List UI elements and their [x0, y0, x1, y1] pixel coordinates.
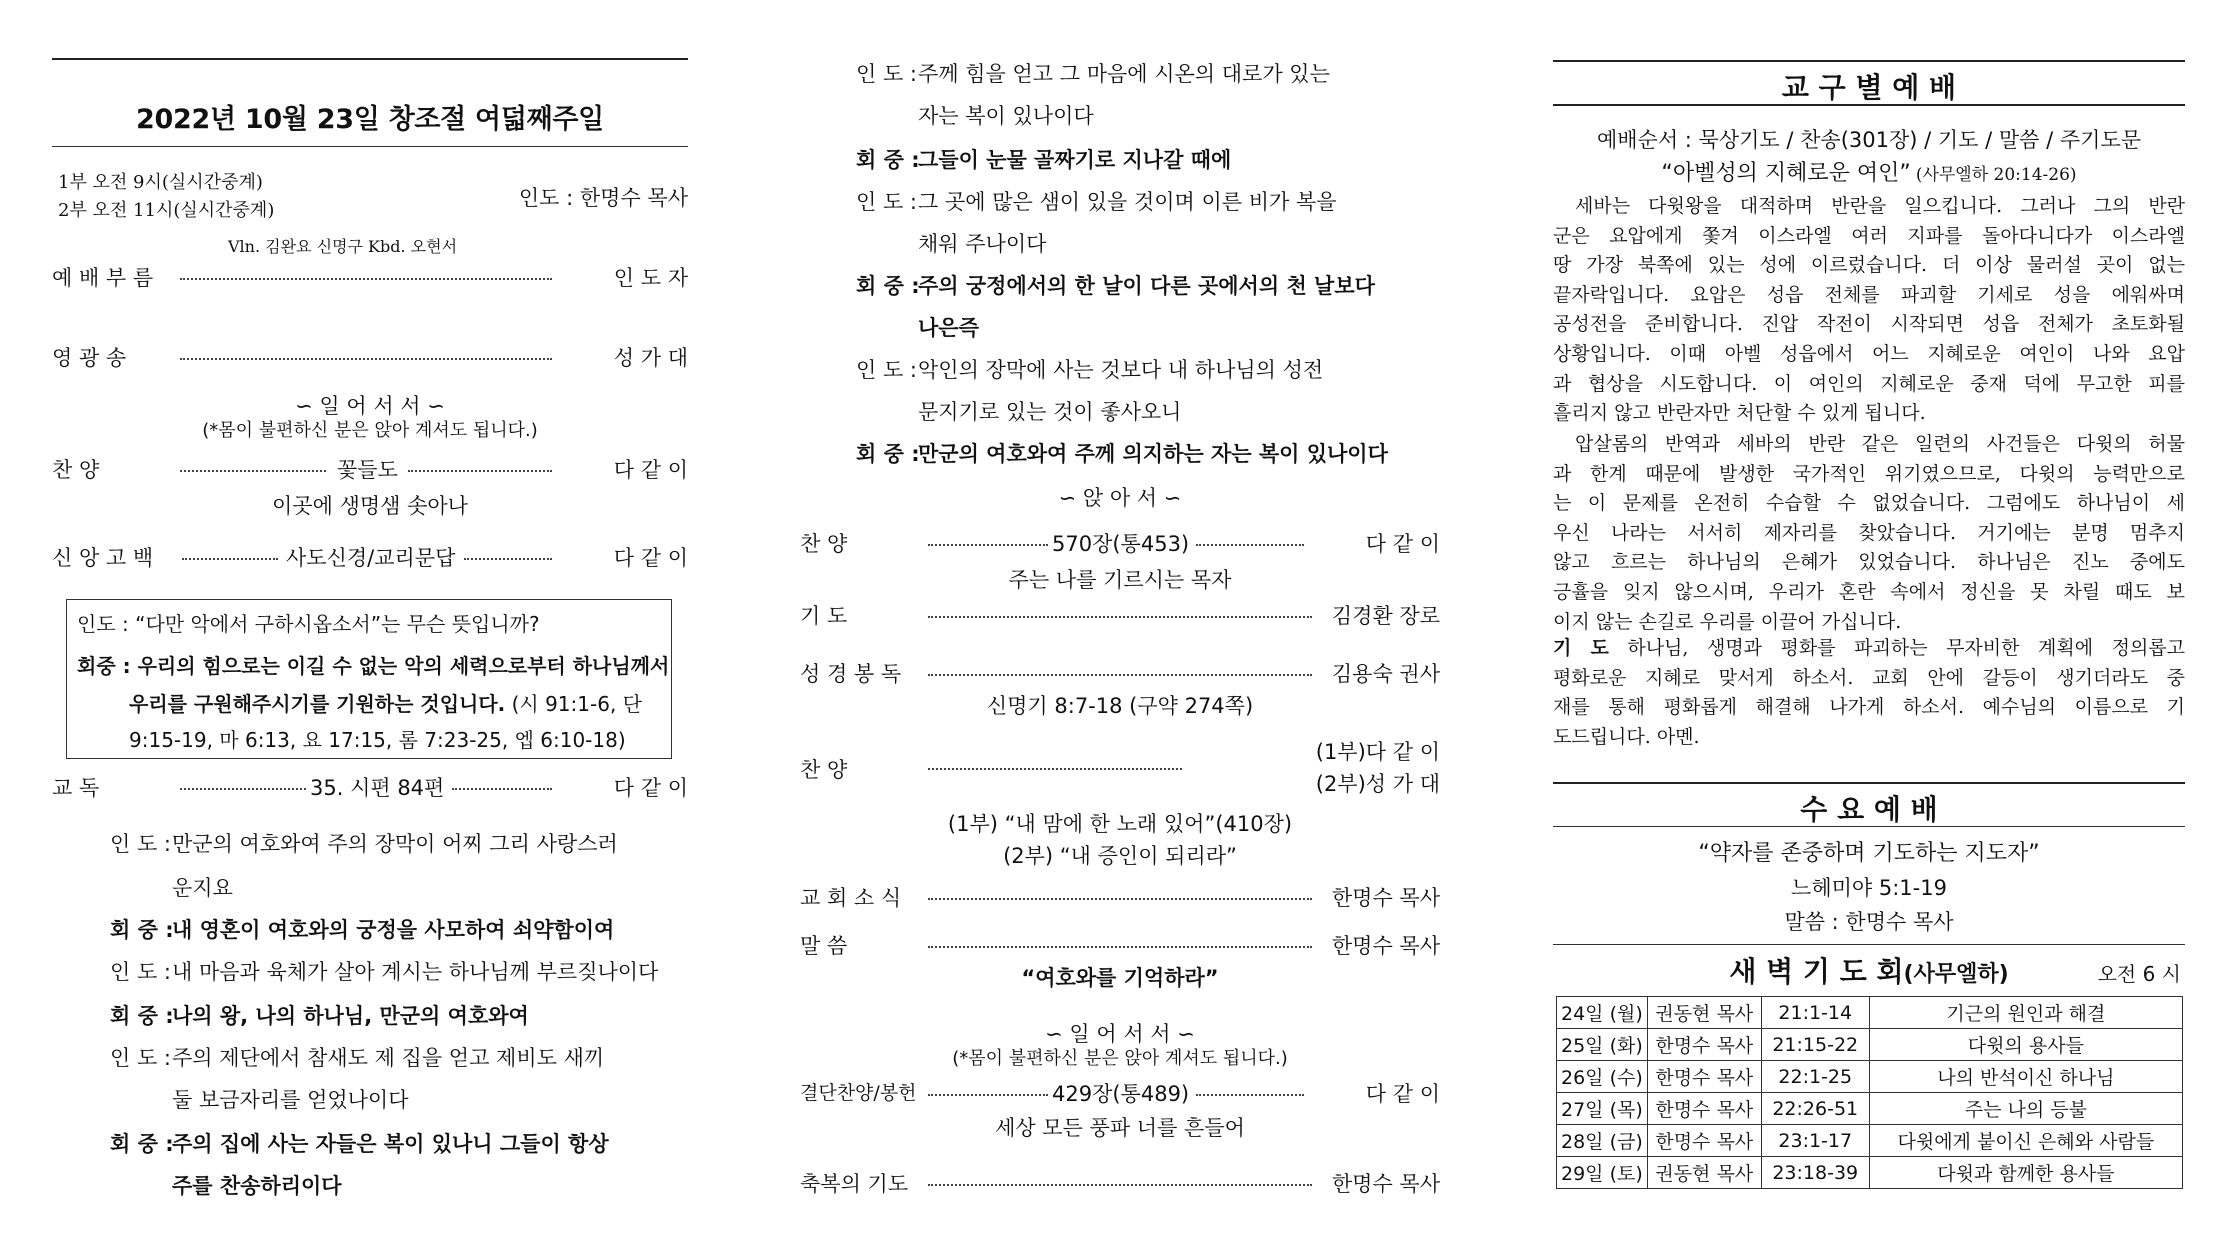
wednesday-preacher: 말씀 : 한명수 목사 [1784, 910, 1954, 934]
order-role: 다 같 이 [613, 546, 688, 570]
musicians: Vln. 김완요 신명구 Kbd. 오현서 [228, 237, 458, 256]
text-line: 평화로운 지혜로 맞서게 하소서. 교회 안에 갈등이 생기더라도 중 [1553, 666, 2185, 689]
text-line: 긍휼을 잊지 않으시며, 우리가 혼란 속에서 정신을 못 차릴 때도 보 [1553, 580, 2185, 603]
service-time-1: 1부 오전 9시(실시간중계) [58, 172, 263, 193]
responsive-text: 내 영혼이 여호와의 궁정을 사모하여 쇠약함이여 [172, 918, 615, 942]
leader-dots [928, 616, 1312, 618]
dawn-heading [1553, 950, 2185, 990]
speaker-label: 회 중 : [110, 1132, 174, 1156]
anthem-title-2: (2부) “내 증인이 되리라” [1003, 844, 1237, 868]
anthem-label: 찬 양 [800, 758, 848, 782]
leader-dots [1196, 544, 1304, 546]
responsive-text: 자는 복이 있나이다 [918, 104, 1094, 128]
catechism-answer-bold: 우리를 구원해주시기를 기원하는 것입니다. [129, 692, 506, 716]
responsive-text: 그 곳에 많은 샘이 있을 것이며 이른 비가 복을 [918, 190, 1337, 214]
leader-dots [928, 674, 1312, 676]
catechism-answer-line2 [129, 688, 642, 717]
leader-cell: 한명수 목사 [1647, 1061, 1761, 1093]
dawn-time: 오전 6 시 [2097, 962, 2181, 986]
speaker-label: 인 도 : [856, 62, 917, 86]
service-time-2: 2부 오전 11시(실시간중계) [58, 200, 275, 221]
order-role: 김용숙 권사 [1331, 662, 1440, 686]
leader-dots [180, 470, 326, 472]
hymn-number: 570장(통453) [1052, 532, 1190, 556]
topic-cell: 다윗의 용사들 [1869, 1029, 2182, 1061]
page-title: 2022년 10월 23일 창조절 여덟째주일 [136, 104, 604, 135]
responsive-text: 만군의 여호와여 주의 장막이 어찌 그리 사랑스러 [172, 832, 618, 856]
leader-dots [1196, 1094, 1304, 1096]
district-sermon-ref: (사무엘하 20:14-26) [1915, 165, 2077, 185]
responsive-line [856, 312, 979, 342]
wednesday-scripture: 느헤미야 5:1-19 [1791, 876, 1947, 900]
order-scripture-reading [800, 658, 1440, 688]
text-line: 끝자락입니다. 요압은 성읍 전체를 파괴할 기세로 성을 에워싸며 [1553, 283, 2185, 306]
passage-cell: 21:15-22 [1761, 1029, 1869, 1061]
text-line [1553, 634, 2185, 664]
anthem-title-1: (1부) “내 맘에 한 노래 있어”(410장) [947, 812, 1293, 836]
district-order: 예배순서 : 묵상기도 / 찬송(301장) / 기도 / 말씀 / 주기도문 [1596, 128, 2142, 152]
stand-up-heading: ∽ 일 어 서 서 ∽ [295, 394, 445, 418]
dawn-schedule-row [1557, 1125, 2183, 1157]
order-offering-hymn [800, 1078, 1440, 1108]
responsive-text: 채워 주나이다 [918, 232, 1047, 256]
order-role: 한명수 목사 [1331, 886, 1440, 910]
date-cell: 24일 (월) [1557, 997, 1648, 1029]
wednesday-top-rule [1553, 782, 2185, 784]
order-role: 김경환 장로 [1331, 604, 1440, 628]
leader-cell: 권동현 목사 [1647, 1157, 1761, 1189]
passage-cell: 22:26-51 [1761, 1093, 1869, 1125]
scripture-reference: 신명기 8:7-18 (구약 274쪽) [986, 694, 1254, 718]
leader-cell: 한명수 목사 [1647, 1093, 1761, 1125]
hymn-subtitle: 주는 나를 기르시는 목자 [1008, 568, 1232, 592]
district-sermon-line [1553, 156, 2185, 187]
passage-cell: 21:1-14 [1761, 997, 1869, 1029]
order-call-to-worship [52, 262, 688, 292]
order-creed [52, 542, 688, 572]
prayer-text: 하나님, 생명과 평화를 파괴하는 무자비한 계획에 정의롭고 [1627, 637, 2186, 659]
text-line: 과 한계 때문에 발생한 국가적인 위기였으므로, 다윗의 능력만으로 [1553, 462, 2185, 485]
hymn-title: 꽃들도 [337, 458, 398, 482]
wednesday-sermon-title: “약자를 존중하며 기도하는 지도자” [1698, 841, 2040, 866]
district-sermon-title: “아벨성의 지혜로운 여인” [1661, 161, 1911, 186]
responsive-text: 나의 왕, 나의 하나님, 만군의 여호와여 [172, 1004, 529, 1028]
catechism-box [66, 599, 672, 759]
responsive-line [110, 956, 658, 986]
speaker-label: 인 도 : [856, 190, 917, 214]
prayer-label: 기 도 [1553, 637, 1609, 659]
responsive-text: 주께 힘을 얻고 그 마음에 시온의 대로가 있는 [918, 62, 1330, 86]
text-line: 흘리지 않고 반란자만 처단할 수 있게 됩니다. [1553, 402, 1926, 425]
leader-cell: 한명수 목사 [1647, 1125, 1761, 1157]
title-bottom-rule [52, 146, 688, 147]
responsive-line [110, 1084, 409, 1114]
leader-cell: 한명수 목사 [1647, 1029, 1761, 1061]
order-hymn [800, 528, 1440, 558]
leader-dots [180, 278, 552, 280]
leader-dots [928, 1184, 1312, 1186]
title-top-rule [52, 58, 688, 60]
order-role: 한명수 목사 [1331, 1172, 1440, 1196]
hymn-subtitle: 세상 모든 풍파 너를 흔들어 [995, 1116, 1245, 1140]
responsive-line [856, 354, 1323, 384]
responsive-text: 악인의 장막에 사는 것보다 내 하나님의 성전 [918, 358, 1324, 382]
date-cell: 28일 (금) [1557, 1125, 1648, 1157]
leader-dots [182, 558, 278, 560]
anthem-role-2: (2부)성 가 대 [1315, 772, 1440, 796]
text-line: 재를 통해 평화롭게 해결해 나가게 하소서. 예수님의 이름으로 기 [1553, 696, 2185, 719]
topic-cell: 다윗에게 붙이신 은혜와 사람들 [1869, 1125, 2182, 1157]
dawn-schedule-table [1556, 996, 2183, 1189]
passage-cell: 22:1-25 [1761, 1061, 1869, 1093]
responsive-text: 그들이 눈물 골짜기로 지나갈 때에 [918, 148, 1232, 172]
sermon-title: “여호와를 기억하라” [1021, 966, 1219, 990]
responsive-text: 만군의 여호와여 주께 의지하는 자는 복이 있나이다 [918, 442, 1388, 466]
catechism-answer-line1: 회중 : 우리의 힘으로는 이길 수 없는 악의 세력으로부터 하나님께서 [77, 654, 670, 678]
responsive-line [110, 872, 233, 902]
responsive-line [856, 100, 1094, 130]
topic-cell: 기근의 원인과 해결 [1869, 997, 2182, 1029]
anthem-role-1: (1부)다 같 이 [1315, 740, 1440, 764]
responsive-line [856, 228, 1046, 258]
district-top-rule [1553, 60, 2185, 62]
topic-cell: 나의 반석이신 하나님 [1869, 1061, 2182, 1093]
order-label: 영 광 송 [52, 346, 127, 370]
district-worship-heading: 교 구 별 예 배 [1781, 71, 1957, 104]
responsive-line [856, 186, 1337, 216]
order-label: 결단찬양/봉헌 [800, 1082, 917, 1104]
text-line: 압살롬의 반역과 세바의 반란 같은 일련의 사건들은 다윗의 허물 [1575, 433, 2185, 455]
responsive-line [856, 270, 1375, 300]
order-doxology [52, 342, 688, 372]
reading-title: 35. 시편 84편 [310, 776, 445, 800]
order-label: 교 회 소 식 [800, 886, 902, 910]
text-line: 군은 요압에게 쫓겨 이스라엘 여러 지파를 돌아다니다가 이스라엘 [1553, 224, 2185, 247]
speaker-label: 회 중 : [110, 918, 174, 942]
responsive-line [856, 396, 1181, 426]
creed-title: 사도신경/교리문답 [286, 546, 456, 570]
responsive-line [110, 1000, 529, 1030]
leader-dots [928, 758, 1182, 770]
order-role: 인 도 자 [613, 266, 688, 290]
text-line: 않고 흐르는 하나님의 은혜가 있었습니다. 하나님은 진노 중에도 [1553, 551, 2185, 574]
district-paragraph-2 [1553, 430, 2185, 637]
dawn-title: 새 벽 기 도 회 [1729, 955, 1904, 988]
date-cell: 27일 (목) [1557, 1093, 1648, 1125]
responsive-text: 문지기로 있는 것이 좋사오니 [918, 400, 1182, 424]
text-line: 는 이 문제를 온전히 수습할 수 없었습니다. 그럼에도 하나님이 세 [1553, 492, 2185, 515]
date-cell: 26일 (수) [1557, 1061, 1648, 1093]
speaker-label: 인 도 : [110, 1046, 171, 1070]
wednesday-worship-heading: 수 요 예 배 [1800, 793, 1938, 826]
responsive-text: 운지요 [172, 876, 233, 900]
leader-dots [180, 358, 552, 360]
topic-cell: 다윗과 함께한 용사들 [1869, 1157, 2182, 1189]
order-role: 성 가 대 [613, 346, 688, 370]
text-line: 과 협상을 시도합니다. 이 여인의 지혜로운 중재 덕에 무고한 피를 [1553, 372, 2185, 395]
catechism-answer-line3: 9:15-19, 마 6:13, 요 17:15, 롬 7:23-25, 엡 6:10-18) [129, 728, 626, 752]
dawn-subtitle: (사무엘하) [1903, 962, 2009, 987]
order-role: 다 같 이 [613, 776, 688, 800]
district-prayer [1553, 634, 2185, 752]
responsive-text: 주를 찬송하리이다 [172, 1174, 342, 1198]
district-paragraph-1 [1553, 192, 2185, 429]
hymn-number: 429장(통489) [1052, 1082, 1190, 1106]
text-line: 공성전을 준비합니다. 진압 작전이 시작되면 성읍 전체가 초토화될 [1553, 313, 2185, 336]
order-responsive-reading [52, 772, 688, 802]
dawn-schedule-row [1557, 1093, 2183, 1125]
order-label: 찬 양 [52, 458, 100, 482]
order-role: 한명수 목사 [1331, 934, 1440, 958]
speaker-label: 회 중 : [856, 148, 920, 172]
order-role: 다 같 이 [1365, 1082, 1440, 1106]
responsive-line [856, 58, 1330, 88]
leader-cell: 권동현 목사 [1647, 997, 1761, 1029]
catechism-question: 인도 : “다만 악에서 구하시옵소서”는 무슨 뜻입니까? [77, 612, 540, 636]
dawn-schedule-row [1557, 1029, 2183, 1061]
text-line: 세바는 다윗왕을 대적하며 반란을 일으킵니다. 그러나 그의 반란 [1575, 195, 2185, 217]
leader-dots [928, 1094, 1048, 1096]
speaker-label: 회 중 : [110, 1004, 174, 1028]
text-line: 땅 가장 북쪽에 있는 성에 이르렀습니다. 더 이상 물러설 곳이 없는 [1553, 254, 2185, 277]
stand-up-note: (*몸이 불편하신 분은 앉아 계셔도 됩니다.) [202, 420, 538, 441]
leader-dots [452, 788, 552, 790]
leader-label: 인도 : 한명수 목사 [518, 186, 688, 210]
leader-dots [464, 558, 552, 560]
leader-dots [408, 470, 552, 472]
order-role: 다 같 이 [1365, 532, 1440, 556]
order-label: 말 씀 [800, 934, 848, 958]
order-sermon [800, 930, 1440, 960]
passage-cell: 23:18-39 [1761, 1157, 1869, 1189]
order-label: 예 배 부 름 [52, 266, 154, 290]
speaker-label: 인 도 : [110, 960, 171, 984]
date-cell: 25일 (화) [1557, 1029, 1648, 1061]
wednesday-bottom-rule [1553, 826, 2185, 827]
responsive-line [110, 1128, 609, 1158]
text-line: 이지 않는 손길로 우리를 이끌어 가십니다. [1553, 610, 1902, 633]
text-line: 상황입니다. 이때 아벨 성읍에서 어느 지혜로운 여인이 나와 요압 [1553, 342, 2185, 365]
date-cell: 29일 (토) [1557, 1157, 1648, 1189]
responsive-text: 내 마음과 육체가 살아 계시는 하나님께 부르짖나이다 [172, 960, 659, 984]
dawn-schedule-row [1557, 1157, 2183, 1189]
responsive-line [110, 828, 618, 858]
order-announcements [800, 882, 1440, 912]
responsive-text: 주의 궁정에서의 한 날이 다른 곳에서의 천 날보다 [918, 274, 1375, 298]
responsive-line [110, 1170, 342, 1200]
order-label: 찬 양 [800, 532, 848, 556]
responsive-line [110, 1042, 604, 1072]
speaker-label: 인 도 : [856, 358, 917, 382]
order-prayer [800, 600, 1440, 630]
catechism-answer-ref: (시 91:1-6, 단 [505, 692, 642, 716]
responsive-text: 주의 집에 사는 자들은 복이 있나니 그들이 항상 [172, 1132, 609, 1156]
text-line: 도드립니다. 아멘. [1553, 725, 1700, 748]
text-line: 우신 나라는 서서히 제자리를 찾았습니다. 거기에는 분명 멈추지 [1553, 521, 2185, 544]
hymn-subtitle: 이곳에 생명샘 솟아나 [272, 494, 468, 518]
responsive-text: 나은즉 [918, 316, 979, 340]
order-label: 기 도 [800, 604, 848, 628]
leader-dots [928, 898, 1312, 900]
stand-up-note: (*몸이 불편하신 분은 앉아 계셔도 됩니다.) [952, 1048, 1288, 1069]
district-bottom-rule [1553, 104, 2185, 106]
speaker-label: 인 도 : [110, 832, 171, 856]
sit-down-heading: ∽ 앉 아 서 ∽ [1058, 486, 1182, 510]
order-role: 다 같 이 [613, 458, 688, 482]
responsive-text: 주의 제단에서 참새도 제 집을 얻고 제비도 새끼 [172, 1046, 605, 1070]
dawn-schedule-row [1557, 1061, 2183, 1093]
order-label: 교 독 [52, 776, 100, 800]
responsive-line [110, 914, 614, 944]
order-label: 신 앙 고 백 [52, 546, 154, 570]
order-benediction [800, 1168, 1440, 1198]
passage-cell: 23:1-17 [1761, 1125, 1869, 1157]
stand-up-heading: ∽ 일 어 서 서 ∽ [1045, 1022, 1195, 1046]
leader-dots [928, 946, 1312, 948]
speaker-label: 회 중 : [856, 274, 920, 298]
order-label: 축복의 기도 [800, 1172, 909, 1196]
leader-dots [180, 788, 306, 790]
responsive-line [856, 144, 1231, 174]
responsive-text: 둘 보금자리를 얻었나이다 [172, 1088, 409, 1112]
leader-dots [928, 544, 1048, 546]
responsive-line [856, 438, 1388, 468]
order-hymn [52, 454, 688, 484]
order-label: 성 경 봉 독 [800, 662, 902, 686]
dawn-schedule-row [1557, 997, 2183, 1029]
dawn-top-rule [1553, 944, 2185, 945]
topic-cell: 주는 나의 등불 [1869, 1093, 2182, 1125]
speaker-label: 회 중 : [856, 442, 920, 466]
